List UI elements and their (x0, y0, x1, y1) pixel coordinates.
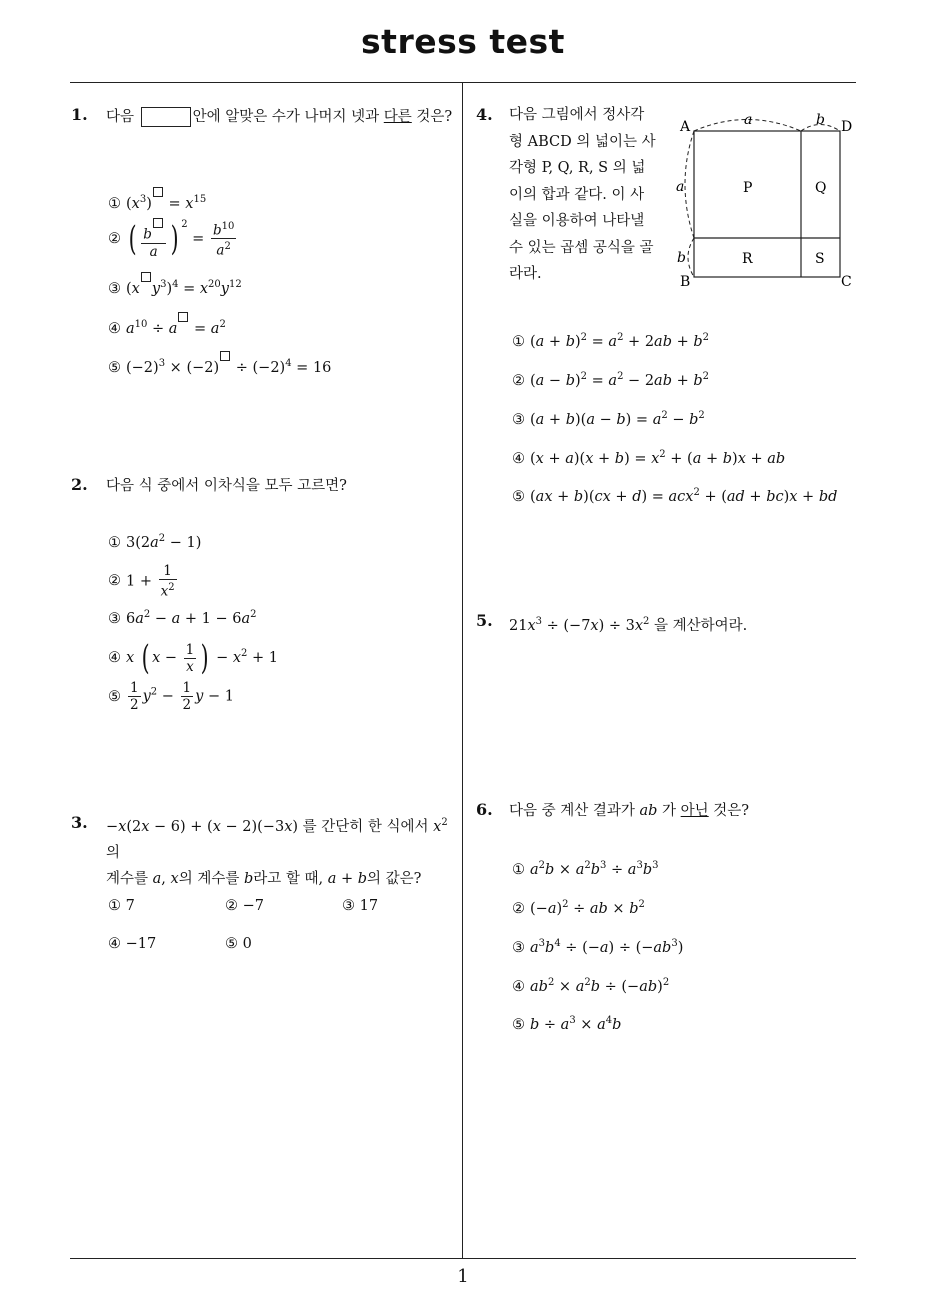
q4-option-2[interactable]: ② $(a - b)^2 = a^2 - 2ab + b^2$ (512, 371, 710, 389)
header-rule (70, 82, 856, 83)
q3-option-3[interactable]: ③ 17 (342, 898, 379, 914)
region-s-label: S (815, 251, 825, 267)
q2-option-4[interactable]: ④ x ( x − $\frac{1}{x}$ ) − $x^2 + 1$ (108, 638, 279, 678)
q1-option-4[interactable]: ④ $a^{10} \div a = a^2$ (108, 312, 226, 337)
region-q-label: Q (815, 180, 827, 196)
q3-option-1[interactable]: ① 7 (108, 898, 135, 914)
q3-option-4[interactable]: ④ −17 (108, 936, 157, 952)
q2-option-2[interactable]: ② 1 + $\frac{1}{x^2}$ (108, 563, 175, 600)
length-b-left-label: b (677, 250, 686, 266)
q2-option-1[interactable]: ① $3(2a^2 - 1)$ (108, 533, 202, 551)
footer-rule (70, 1258, 856, 1259)
q6-text: 다음 중 계산 결과가 ab 가 아닌 것은? (509, 803, 750, 819)
q2-number: 2. (71, 475, 88, 494)
q1-option-5[interactable]: ⑤ $(-2)^3 \times (-2) \div (-2)^4 = 16$ (108, 351, 331, 376)
q4-option-1[interactable]: ① $(a + b)^2 = a^2 + 2ab + b^2$ (512, 332, 710, 350)
q1-number: 1. (71, 105, 88, 124)
q2-option-3[interactable]: ③ $6a^2 - a + 1 - 6a^2$ (108, 609, 257, 627)
q1-option-2[interactable]: ② ( $\frac{b}{a}$ ) $^2$ = $\frac{b^{10}}{a^2}$ (108, 218, 235, 260)
q4-number: 4. (476, 105, 493, 124)
q3-number: 3. (71, 813, 88, 832)
square-abcd-diagram (672, 104, 862, 294)
q3-option-2[interactable]: ② −7 (225, 898, 264, 914)
q5-text: $21x^3 \div (-7x) \div 3x^2$ 을 계산하여라. (509, 616, 748, 634)
q5-number: 5. (476, 611, 493, 630)
q2-text: 다음 식 중에서 이차식을 모두 고르면? (106, 478, 347, 494)
q4-option-5[interactable]: ⑤ (ax + b)(cx + d) = acx$^2$ + (ad + bc)x + bd (512, 487, 838, 505)
corner-d-label: D (841, 119, 853, 135)
q1-option-1[interactable]: ① $(x^3) = x^{15}$ (108, 187, 206, 212)
corner-c-label: C (841, 274, 852, 290)
q3-option-5[interactable]: ⑤ 0 (225, 936, 252, 952)
answer-blank-box (141, 107, 191, 127)
q4-option-4[interactable]: ④ $(x + a)(x + b) = x^2 + (a + b)x$ + ab (512, 449, 786, 467)
region-p-label: P (743, 180, 753, 196)
corner-a-label: A (680, 119, 691, 135)
page-number: 1 (457, 1266, 469, 1287)
q6-option-3[interactable]: ③ $a^3b^4 \div (-a) \div (-ab^3)$ (512, 938, 684, 956)
corner-b-label: B (680, 274, 691, 290)
q2-option-5[interactable]: ⑤ $\frac{1}{2}$ $y^2$ − $\frac{1}{2}$ y − 1 (108, 680, 234, 713)
q1-text: 다음 안에 알맞은 수가 나머지 넷과 다른 것은? (106, 109, 453, 125)
q1-option-3[interactable]: ③ (x $y^3)^4 = x^{20}y^{12}$ (108, 272, 242, 297)
q4-text: 다음 그림에서 정사각 형 ABCD 의 넓이는 사 각형 P, Q, R, S 의 넓 이의 합과 같다. 이 사 실을 이용하여 나타낼 수 있는 곱셈 공식을 골 라라. (509, 107, 656, 282)
q4-option-3[interactable]: ③ $(a + b)(a - b) = a^2 - b^2$ (512, 410, 705, 428)
length-b-top-label: b (816, 112, 825, 128)
length-a-left-label: a (676, 179, 685, 195)
region-r-label: R (742, 251, 753, 267)
page-title: stress test (361, 22, 565, 61)
q6-option-5[interactable]: ⑤ $b \div a^3 \times a^4b$ (512, 1015, 622, 1033)
column-divider (462, 83, 463, 1259)
length-a-top-label: a (744, 112, 753, 128)
q6-number: 6. (476, 800, 493, 819)
q6-option-1[interactable]: ① $a^2b \times a^2b^3 \div a^3b^3$ (512, 860, 659, 878)
q6-option-2[interactable]: ② $(-a)^2$ ÷ ab × $b^2$ (512, 899, 645, 917)
q6-option-4[interactable]: ④ $ab^2 \times a^2b \div (-ab)^2$ (512, 977, 670, 995)
q3-text: −x(2x − 6) + (x − 2)(−3x) 를 간단히 한 식에서 $x^2$ 의 계수를 a, x의 계수를 b라고 할 때, a + b의 값은? (106, 817, 448, 887)
